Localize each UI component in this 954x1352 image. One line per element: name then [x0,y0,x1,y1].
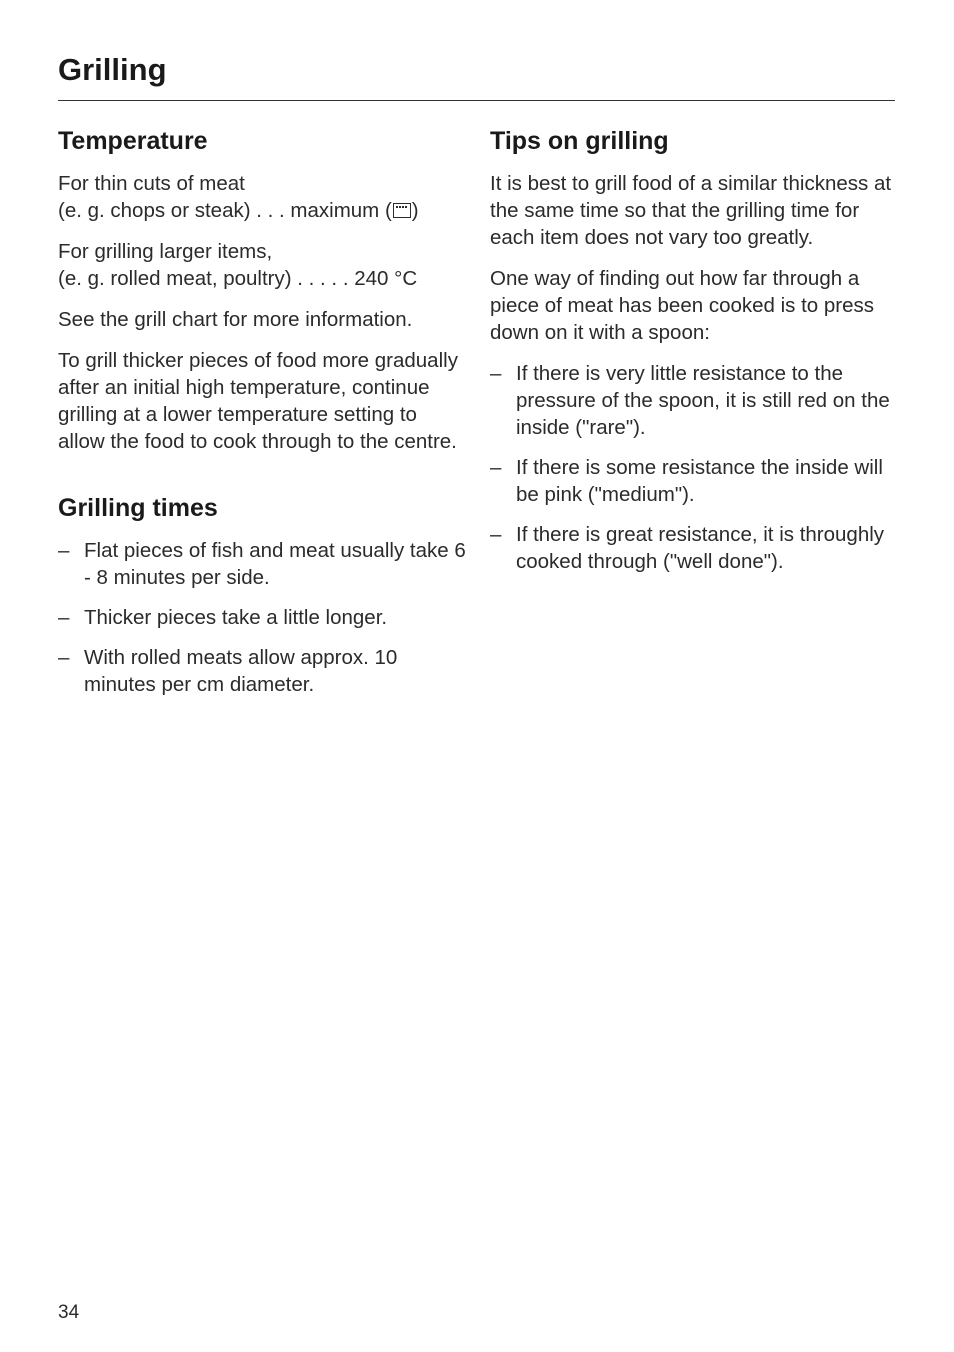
thicker-pieces-note: To grill thicker pieces of food more gradually after an initial high temperature, continue grilling at a lower temperature setting to allow the food to cook through to the centre. [58,349,458,453]
list-item-text: If there is great resistance, it is throughly cooked through ("well done"). [516,523,885,573]
list-item [58,644,468,698]
thin-cuts-paragraph [58,170,468,224]
list-item-text: Thicker pieces take a little longer. [84,606,388,629]
list-item [490,360,900,441]
temperature-heading: Temperature [58,127,208,155]
tips-list [490,360,900,575]
title-divider [58,100,895,101]
list-item-text: If there is very little resistance to the pressure of the spoon, it is still red on the inside ("rare"). [516,362,890,439]
page-number: 34 [58,1302,80,1323]
large-items-line2: (e. g. rolled meat, poultry) . . . . . 240 °C [58,267,418,290]
dash-bullet: – [490,523,502,546]
grill-symbol-icon [393,203,411,218]
tips-paragraph-1: It is best to grill food of a similar thickness at the same time so that the grilling time for each item does not vary too greatly. [490,172,892,249]
left-column [58,126,468,711]
grilling-times-heading: Grilling times [58,494,218,522]
thin-cuts-line2 [58,199,419,222]
dash-bullet: – [58,539,70,562]
large-items-line1: For grilling larger items, [58,240,273,263]
right-column [490,126,900,588]
dash-bullet: – [58,646,70,669]
thin-cuts-line1: For thin cuts of meat [58,172,245,195]
large-items-paragraph [58,238,468,292]
dash-bullet: – [490,456,502,479]
page-title: Grilling [58,52,167,87]
list-item-text: If there is some resistance the inside will be pink ("medium"). [516,456,883,506]
list-item [490,454,900,508]
grilling-times-list [58,537,468,698]
dash-bullet: – [490,362,502,385]
list-item [58,604,468,631]
tips-heading: Tips on grilling [490,127,669,155]
tips-paragraph-2: One way of finding out how far through a piece of meat has been cooked is to press down on it with a spoon: [490,267,875,344]
grill-chart-note: See the grill chart for more information. [58,308,413,331]
list-item [58,537,468,591]
list-item-text: With rolled meats allow approx. 10 minutes per cm diameter. [84,646,398,696]
thin-cuts-line2-close: ) [411,199,419,222]
dash-bullet: – [58,606,70,629]
thin-cuts-line2-text: (e. g. chops or steak) . . . maximum ( [58,199,392,222]
list-item-text: Flat pieces of fish and meat usually take 6 - 8 minutes per side. [84,539,466,589]
list-item [490,521,900,575]
